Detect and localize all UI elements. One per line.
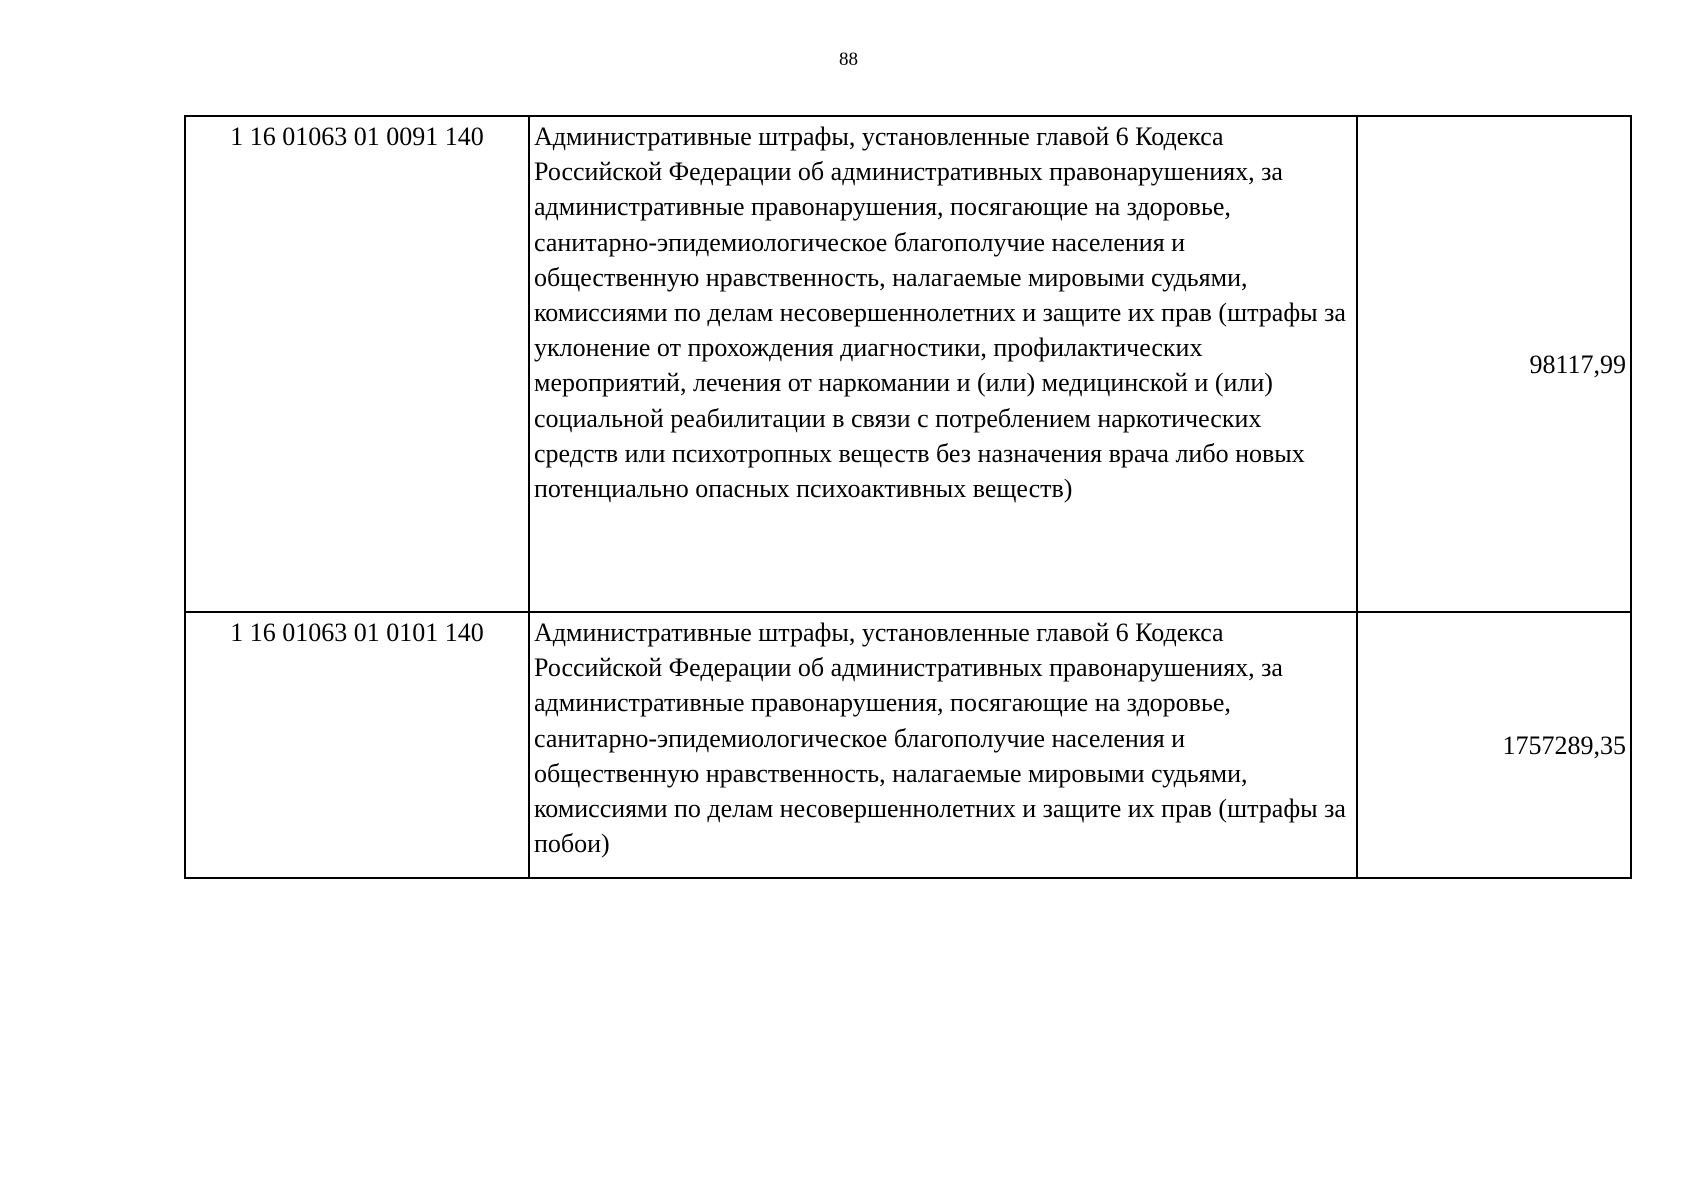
amount-value: 1757289,35 xyxy=(1502,731,1626,761)
amount-value: 98117,99 xyxy=(1529,350,1626,380)
amount-cell xyxy=(1357,612,1631,878)
description-cell: Административные штрафы, установленные главой 6 Кодекса Российской Федерации об административных правонарушениях, за административные правонарушения, посягающие на здоровье, санитарно-эпидемиологическое благополучие населения и общественную нравственность, налагаемые мировыми судьями, комиссиями по делам несовершеннолетних и защите их прав (штрафы за побои) xyxy=(529,612,1357,878)
classification-code-cell: 1 16 01063 01 0101 140 xyxy=(185,612,529,878)
table-row xyxy=(185,612,1631,878)
amount-cell xyxy=(1357,116,1631,612)
classification-code-cell: 1 16 01063 01 0091 140 xyxy=(185,116,529,612)
page-number: 88 xyxy=(839,49,858,70)
description-cell: Административные штрафы, установленные главой 6 Кодекса Российской Федерации об административных правонарушениях, за административные правонарушения, посягающие на здоровье, санитарно-эпидемиологическое благополучие населения и общественную нравственность, налагаемые мировыми судьями, комиссиями по делам несовершеннолетних и защите их прав (штрафы за уклонение от прохождения диагностики, профилактических мероприятий, лечения от наркомании и (или) медицинской и (или) социальной реабилитации в связи с потреблением наркотических средств или психотропных веществ без назначения врача либо новых потенциально опасных психоактивных веществ) xyxy=(529,116,1357,612)
table-row xyxy=(185,116,1631,612)
budget-revenue-table xyxy=(184,115,1632,879)
